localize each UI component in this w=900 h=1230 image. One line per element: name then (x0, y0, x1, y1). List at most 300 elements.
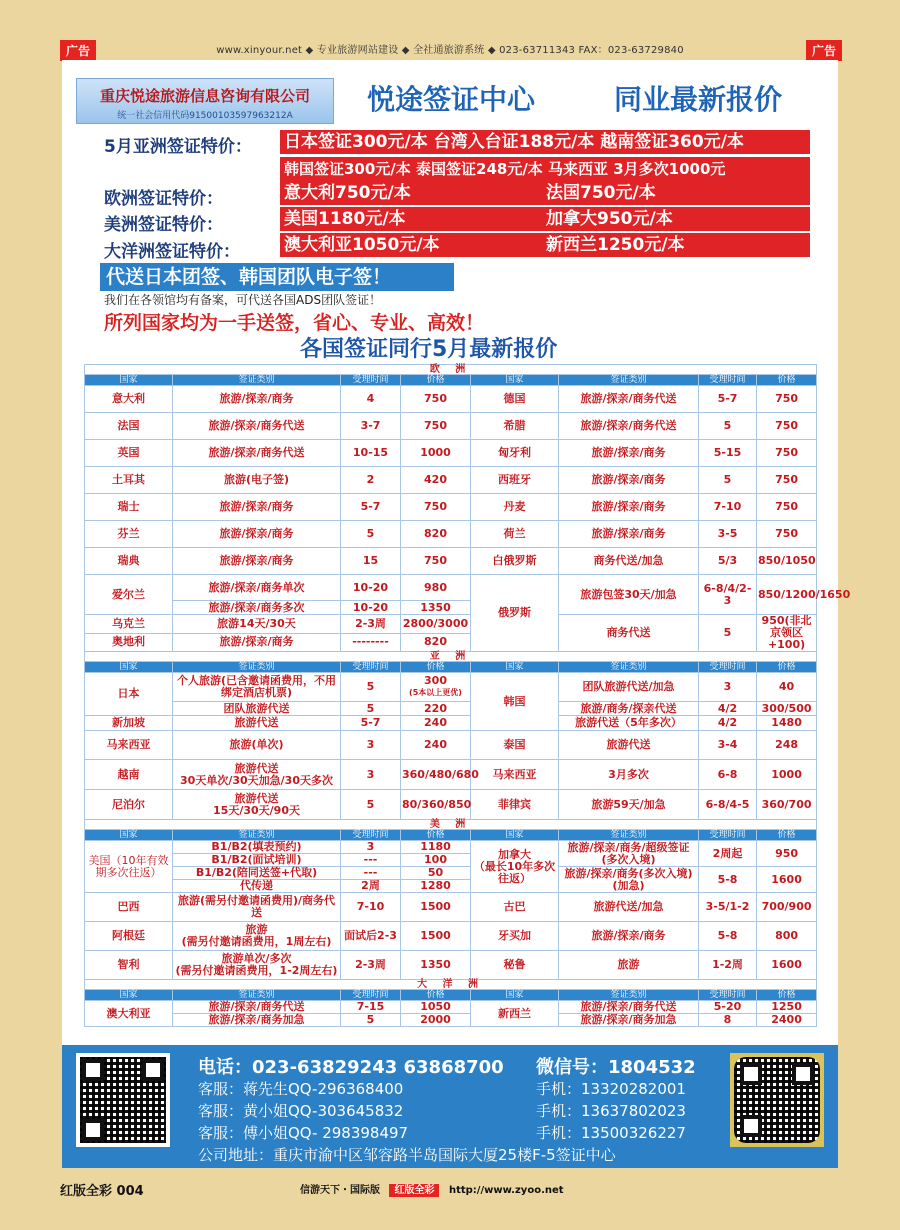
processing-time: 面试后2-3 (341, 922, 401, 951)
processing-time: 3-5 (699, 521, 757, 548)
price: 1600 (757, 867, 817, 893)
ad-label-right: 广告 (806, 40, 842, 61)
visa-type: 旅游/探亲/商务加急 (559, 1014, 699, 1027)
processing-time: 5-7 (341, 494, 401, 521)
country: 澳大利亚 (85, 1001, 173, 1027)
visa-type: 旅游/探亲/商务(多次入境)(加急) (559, 867, 699, 893)
visa-type: 旅游包签30天/加急 (559, 575, 699, 615)
processing-time: 4/2 (699, 702, 757, 716)
table-row (85, 760, 817, 790)
price: 80/360/850 (401, 790, 471, 820)
header-country: 国家 (85, 375, 173, 386)
country: 瑞典 (85, 548, 173, 575)
price: 950 (757, 841, 817, 867)
price: 2400 (757, 1014, 817, 1027)
table-row (85, 575, 817, 601)
country: 荷兰 (471, 521, 559, 548)
asia-special-row2: 韩国签证300元/本 泰国签证248元/本 马来西亚 3月多次1000元 (280, 157, 810, 181)
europe-special-a: 意大利750元/本 (284, 183, 411, 203)
visa-type: 旅游代送 (559, 731, 699, 760)
price: 750 (757, 440, 817, 467)
country: 马来西亚 (85, 731, 173, 760)
price: 360/480/680 (401, 760, 471, 790)
section-europe: 欧 洲 (85, 365, 817, 375)
country: 古巴 (471, 893, 559, 922)
advert-page (62, 60, 851, 1168)
header-time: 受理时间 (341, 830, 401, 841)
asia-special-row1: 日本签证300元/本 台湾入台证188元/本 越南签证360元/本 (280, 130, 810, 154)
price: 750 (757, 413, 817, 440)
processing-time: 7-10 (341, 893, 401, 922)
visa-type-main: 旅游单次/多次 (221, 952, 292, 965)
footer-bar (300, 1181, 564, 1196)
header-price: 价格 (401, 662, 471, 673)
header-type: 签证类别 (559, 662, 699, 673)
visa-type: 旅游代送/加急 (559, 893, 699, 922)
country: 美国（10年有效期多次往返） (85, 841, 173, 893)
visa-type: 旅游/探亲/商务代送 (559, 413, 699, 440)
country: 新加坡 (85, 716, 173, 731)
processing-time: 4/2 (699, 716, 757, 731)
price: 800 (757, 922, 817, 951)
processing-time: 7-15 (341, 1001, 401, 1014)
country: 西班牙 (471, 467, 559, 494)
qr-code-icon (76, 1053, 170, 1147)
header-price: 价格 (757, 830, 817, 841)
table-row (85, 521, 817, 548)
price: 750 (401, 548, 471, 575)
price-value: 300 (424, 674, 447, 687)
processing-time: 5 (699, 467, 757, 494)
processing-time: 2周 (341, 880, 401, 893)
table-row (85, 386, 817, 413)
price: 240 (401, 731, 471, 760)
processing-time: 3-7 (341, 413, 401, 440)
header-price: 价格 (757, 990, 817, 1001)
table-row (85, 494, 817, 521)
price: 950(非北京领区+100) (757, 615, 817, 652)
header-type: 签证类别 (559, 375, 699, 386)
price: 1500 (401, 893, 471, 922)
processing-time: 3-5/1-2 (699, 893, 757, 922)
phone: 电话：023-63829243 63868700 (198, 1057, 504, 1078)
table-row (85, 790, 817, 820)
processing-time: 5-7 (341, 716, 401, 731)
country: 土耳其 (85, 467, 173, 494)
visa-type: 旅游/探亲/商务 (173, 548, 341, 575)
price (401, 673, 471, 702)
header-time: 受理时间 (341, 375, 401, 386)
country: 智利 (85, 951, 173, 980)
country: 法国 (85, 413, 173, 440)
contact-panel (62, 1045, 838, 1168)
price: 850/1200/1650 (757, 575, 817, 615)
america-special-row (280, 207, 810, 231)
processing-time: 2 (341, 467, 401, 494)
price: 1000 (757, 760, 817, 790)
price: 820 (401, 521, 471, 548)
header-row (85, 990, 817, 1001)
country (471, 841, 559, 893)
processing-time: 5-8 (699, 867, 757, 893)
price-note: (5本以上更优) (409, 688, 462, 697)
header-time: 受理时间 (341, 990, 401, 1001)
processing-time: 3 (699, 673, 757, 702)
country: 爱尔兰 (85, 575, 173, 615)
price: 50 (401, 867, 471, 880)
header-country: 国家 (471, 830, 559, 841)
header-price: 价格 (401, 830, 471, 841)
visa-type-main: 旅游代送 (234, 761, 279, 775)
visa-type: 团队旅游代送/加急 (559, 673, 699, 702)
cs-contact-3: 客服：傅小姐QQ- 298398497 (198, 1124, 409, 1142)
price: 1480 (757, 716, 817, 731)
visa-type: 旅游/探亲/商务单次 (173, 575, 341, 601)
header-row (85, 375, 817, 386)
price: 750 (757, 521, 817, 548)
section-asia: 亚 洲 (85, 652, 817, 662)
country: 越南 (85, 760, 173, 790)
processing-time: 8 (699, 1014, 757, 1027)
processing-time: 15 (341, 548, 401, 575)
price: 750 (757, 386, 817, 413)
table-row (85, 440, 817, 467)
processing-time: 5-15 (699, 440, 757, 467)
table-row (85, 413, 817, 440)
visa-type: 旅游/探亲/商务加急 (173, 1014, 341, 1027)
price: 750 (401, 413, 471, 440)
header-type: 签证类别 (173, 375, 341, 386)
header-country: 国家 (471, 662, 559, 673)
cs-contact-2: 客服：黄小姐QQ-303645832 (198, 1102, 404, 1120)
processing-time: 10-20 (341, 601, 401, 615)
footer-pill: 红版全彩 (389, 1184, 439, 1197)
country: 韩国 (471, 673, 559, 731)
header-time: 受理时间 (699, 662, 757, 673)
oceania-special-row (280, 233, 810, 257)
country: 奥地利 (85, 633, 173, 652)
price: 1180 (401, 841, 471, 854)
price: 40 (757, 673, 817, 702)
visa-type: 代传递 (173, 880, 341, 893)
processing-time: 6-8 (699, 760, 757, 790)
america-special-b: 加拿大950元/本 (546, 209, 673, 229)
header-price: 价格 (757, 375, 817, 386)
visa-type: 旅游/探亲/商务代送 (173, 1001, 341, 1014)
visa-type-detail: 30天单次/30天加急/30天多次 (180, 773, 333, 787)
price: 1000 (401, 440, 471, 467)
section-america: 美 洲 (85, 820, 817, 830)
visa-type (173, 790, 341, 820)
processing-time: 10-20 (341, 575, 401, 601)
processing-time: --- (341, 867, 401, 880)
price: 420 (401, 467, 471, 494)
company-logo (76, 78, 334, 124)
ads-note: 我们在各领馆均有备案，可代送各国ADS团队签证！ (104, 293, 382, 307)
header-type: 签证类别 (173, 830, 341, 841)
visa-type: 旅游/探亲/商务代送 (173, 440, 341, 467)
page-subtitle: 同业最新报价 (614, 83, 783, 116)
america-special-a: 美国1180元/本 (284, 209, 406, 229)
visa-type: 旅游/探亲/商务 (559, 467, 699, 494)
price: 980 (401, 575, 471, 601)
country-note: （最长10年多次往返） (473, 859, 556, 885)
visa-type: 个人旅游(已含邀请函费用，不用绑定酒店机票) (173, 673, 341, 702)
price: 750 (757, 467, 817, 494)
visa-type: 旅游/探亲/商务 (173, 633, 341, 652)
country: 意大利 (85, 386, 173, 413)
header-type: 签证类别 (173, 990, 341, 1001)
asia-special-label: 5月亚洲签证特价： (104, 137, 252, 157)
price: 248 (757, 731, 817, 760)
header-row (85, 830, 817, 841)
visa-type-main: 旅游 (245, 923, 268, 936)
visa-type: 旅游/探亲/商务 (173, 494, 341, 521)
price: 1600 (757, 951, 817, 980)
processing-time: 5 (699, 413, 757, 440)
processing-time: 5-7 (699, 386, 757, 413)
price: 220 (401, 702, 471, 716)
price: 820 (401, 633, 471, 652)
mobile-1: 手机：13320282001 (536, 1080, 686, 1098)
visa-type: 旅游 (559, 951, 699, 980)
processing-time: 3 (341, 731, 401, 760)
top-contact-bar: www.xinyour.net ◆ 专业旅游网站建设 ◆ 全社通旅游系统 ◆ 023-63711343 FAX：023-63729840 (216, 45, 684, 56)
america-special-label: 美洲签证特价： (104, 215, 223, 235)
table-row (85, 1014, 817, 1027)
processing-time: -------- (341, 633, 401, 652)
country: 秘鲁 (471, 951, 559, 980)
visa-type-detail: 15天/30天/90天 (213, 803, 300, 817)
visa-type: 旅游/探亲/商务 (173, 386, 341, 413)
header-price: 价格 (757, 662, 817, 673)
country: 尼泊尔 (85, 790, 173, 820)
visa-type: B1/B2(陪同送签+代取) (173, 867, 341, 880)
processing-time: 5-20 (699, 1001, 757, 1014)
country: 阿根廷 (85, 922, 173, 951)
visa-type: B1/B2(面试培训) (173, 854, 341, 867)
price: 240 (401, 716, 471, 731)
processing-time: 4 (341, 386, 401, 413)
visa-type: 旅游代送（5年多次） (559, 716, 699, 731)
header-type: 签证类别 (173, 662, 341, 673)
country: 菲律宾 (471, 790, 559, 820)
price: 1250 (757, 1001, 817, 1014)
visa-type: 旅游/探亲/商务 (173, 521, 341, 548)
price: 1500 (401, 922, 471, 951)
header-country: 国家 (85, 990, 173, 1001)
header-country: 国家 (471, 375, 559, 386)
visa-type: 旅游/探亲/商务代送 (559, 1001, 699, 1014)
visa-type-detail: (需另付邀请函费用，1-2周左右) (175, 964, 338, 977)
visa-type: 旅游/探亲/商务 (559, 922, 699, 951)
country: 德国 (471, 386, 559, 413)
processing-time: 2-3周 (341, 615, 401, 634)
mobile-3: 手机：13500326227 (536, 1124, 686, 1142)
table-row (85, 893, 817, 922)
company-name: 重庆悦途旅游信息咨询有限公司 (99, 87, 310, 105)
visa-type: 旅游(电子签) (173, 467, 341, 494)
country: 瑞士 (85, 494, 173, 521)
visa-type: 旅游(需另付邀请函费用)/商务代送 (173, 893, 341, 922)
visa-type (173, 922, 341, 951)
processing-time: 3-4 (699, 731, 757, 760)
price: 750 (401, 386, 471, 413)
price: 360/700 (757, 790, 817, 820)
wechat-qr-icon (730, 1053, 824, 1147)
header-type: 签证类别 (559, 990, 699, 1001)
page-title: 悦途签证中心 (367, 83, 536, 116)
address: 公司地址：重庆市渝中区邹容路半岛国际大厦25楼F-5签证中心 (198, 1146, 616, 1164)
country: 乌克兰 (85, 615, 173, 634)
processing-time: 5 (341, 1014, 401, 1027)
visa-type: B1/B2(填表预约) (173, 841, 341, 854)
price: 1350 (401, 951, 471, 980)
price: 750 (757, 494, 817, 521)
oceania-special-label: 大洋洲签证特价： (104, 242, 240, 262)
header-type: 签证类别 (559, 830, 699, 841)
visa-type: 商务代送/加急 (559, 548, 699, 575)
company-code: 统一社会信用代码91500103597963212A (117, 111, 293, 121)
visa-type: 旅游/探亲/商务 (559, 521, 699, 548)
visa-type: 旅游/探亲/商务代送 (559, 386, 699, 413)
visa-type: 旅游/探亲/商务 (559, 440, 699, 467)
header-time: 受理时间 (699, 990, 757, 1001)
processing-time: 5 (341, 702, 401, 716)
table-row (85, 548, 817, 575)
country: 匈牙利 (471, 440, 559, 467)
visa-type: 旅游/商务/探亲代送 (559, 702, 699, 716)
price: 1280 (401, 880, 471, 893)
processing-time: 10-15 (341, 440, 401, 467)
slogan: 所列国家均为一手送签，省心、专业、高效！ (104, 312, 485, 334)
table-row (85, 467, 817, 494)
country: 英国 (85, 440, 173, 467)
table-row (85, 716, 817, 731)
header-price: 价格 (401, 990, 471, 1001)
table-row (85, 951, 817, 980)
visa-type (173, 951, 341, 980)
header-price: 价格 (401, 375, 471, 386)
table-row (85, 615, 817, 634)
group-visa-banner: 代送日本团签、韩国团队电子签！ (100, 263, 454, 291)
country-name: 加拿大 (498, 847, 531, 861)
page-number: 红版全彩 004 (60, 1184, 144, 1199)
country: 新西兰 (471, 1001, 559, 1027)
visa-type-main: 旅游代送 (234, 791, 279, 805)
visa-type: 旅游/探亲/商务/超级签证(多次入境) (559, 841, 699, 867)
processing-time: 5 (341, 521, 401, 548)
footer-url[interactable]: http://www.zyoo.net (448, 1185, 564, 1196)
header-time: 受理时间 (341, 662, 401, 673)
country: 丹麦 (471, 494, 559, 521)
country: 泰国 (471, 731, 559, 760)
country: 牙买加 (471, 922, 559, 951)
processing-time: 2周起 (699, 841, 757, 867)
section-oceania: 大 洋 洲 (85, 980, 817, 990)
visa-type: 旅游(单次) (173, 731, 341, 760)
processing-time: 5-8 (699, 922, 757, 951)
visa-type-detail: (需另付邀请函费用，1周左右) (181, 935, 332, 948)
visa-price-table (84, 364, 851, 1027)
europe-special-b: 法国750元/本 (546, 183, 656, 203)
table-row (85, 702, 817, 716)
visa-type: 旅游/探亲/商务 (559, 494, 699, 521)
processing-time: 6-8/4/2-3 (699, 575, 757, 615)
processing-time: 2-3周 (341, 951, 401, 980)
cs-contact-1: 客服：蒋先生QQ-296368400 (198, 1080, 404, 1098)
processing-time: 5 (341, 673, 401, 702)
table-row (85, 1001, 817, 1014)
table-row (85, 731, 817, 760)
table-row (85, 673, 817, 702)
price: 1350 (401, 601, 471, 615)
processing-time: 5/3 (699, 548, 757, 575)
visa-type: 3月多次 (559, 760, 699, 790)
processing-time: 3 (341, 760, 401, 790)
processing-time: 5 (341, 790, 401, 820)
visa-type (173, 760, 341, 790)
mobile-2: 手机：13637802023 (536, 1102, 686, 1120)
price: 700/900 (757, 893, 817, 922)
table-row (85, 922, 817, 951)
oceania-special-a: 澳大利亚1050元/本 (284, 235, 440, 255)
country: 希腊 (471, 413, 559, 440)
processing-time: 5 (699, 615, 757, 652)
visa-type: 商务代送 (559, 615, 699, 652)
country: 白俄罗斯 (471, 548, 559, 575)
country: 日本 (85, 673, 173, 716)
footer-brand: 信游天下・国际版 (300, 1185, 380, 1196)
country: 芬兰 (85, 521, 173, 548)
price: 300/500 (757, 702, 817, 716)
visa-type: 旅游/探亲/商务代送 (173, 413, 341, 440)
visa-type: 旅游59天/加急 (559, 790, 699, 820)
visa-type: 旅游代送 (173, 716, 341, 731)
header-country: 国家 (471, 990, 559, 1001)
price-table-title: 各国签证同行5月最新报价 (300, 337, 558, 362)
price: 1050 (401, 1001, 471, 1014)
price: 2800/3000 (401, 615, 471, 634)
table-row (85, 841, 817, 854)
visa-type: 旅游/探亲/商务多次 (173, 601, 341, 615)
oceania-special-b: 新西兰1250元/本 (546, 235, 685, 255)
country: 俄罗斯 (471, 575, 559, 652)
processing-time: --- (341, 854, 401, 867)
europe-special-label: 欧洲签证特价： (104, 189, 223, 209)
header-time: 受理时间 (699, 830, 757, 841)
header-row (85, 662, 817, 673)
country: 巴西 (85, 893, 173, 922)
processing-time: 1-2周 (699, 951, 757, 980)
price: 2000 (401, 1014, 471, 1027)
price: 850/1050 (757, 548, 817, 575)
ad-label-left: 广告 (60, 40, 96, 61)
wechat-id: 微信号：1804532 (536, 1057, 696, 1078)
europe-special-row (280, 181, 810, 205)
processing-time: 6-8/4-5 (699, 790, 757, 820)
table-row (85, 867, 817, 880)
price: 100 (401, 854, 471, 867)
processing-time: 3 (341, 841, 401, 854)
header-country: 国家 (85, 830, 173, 841)
header-time: 受理时间 (699, 375, 757, 386)
price: 750 (401, 494, 471, 521)
visa-type: 团队旅游代送 (173, 702, 341, 716)
processing-time: 7-10 (699, 494, 757, 521)
header-country: 国家 (85, 662, 173, 673)
visa-type: 旅游14天/30天 (173, 615, 341, 634)
